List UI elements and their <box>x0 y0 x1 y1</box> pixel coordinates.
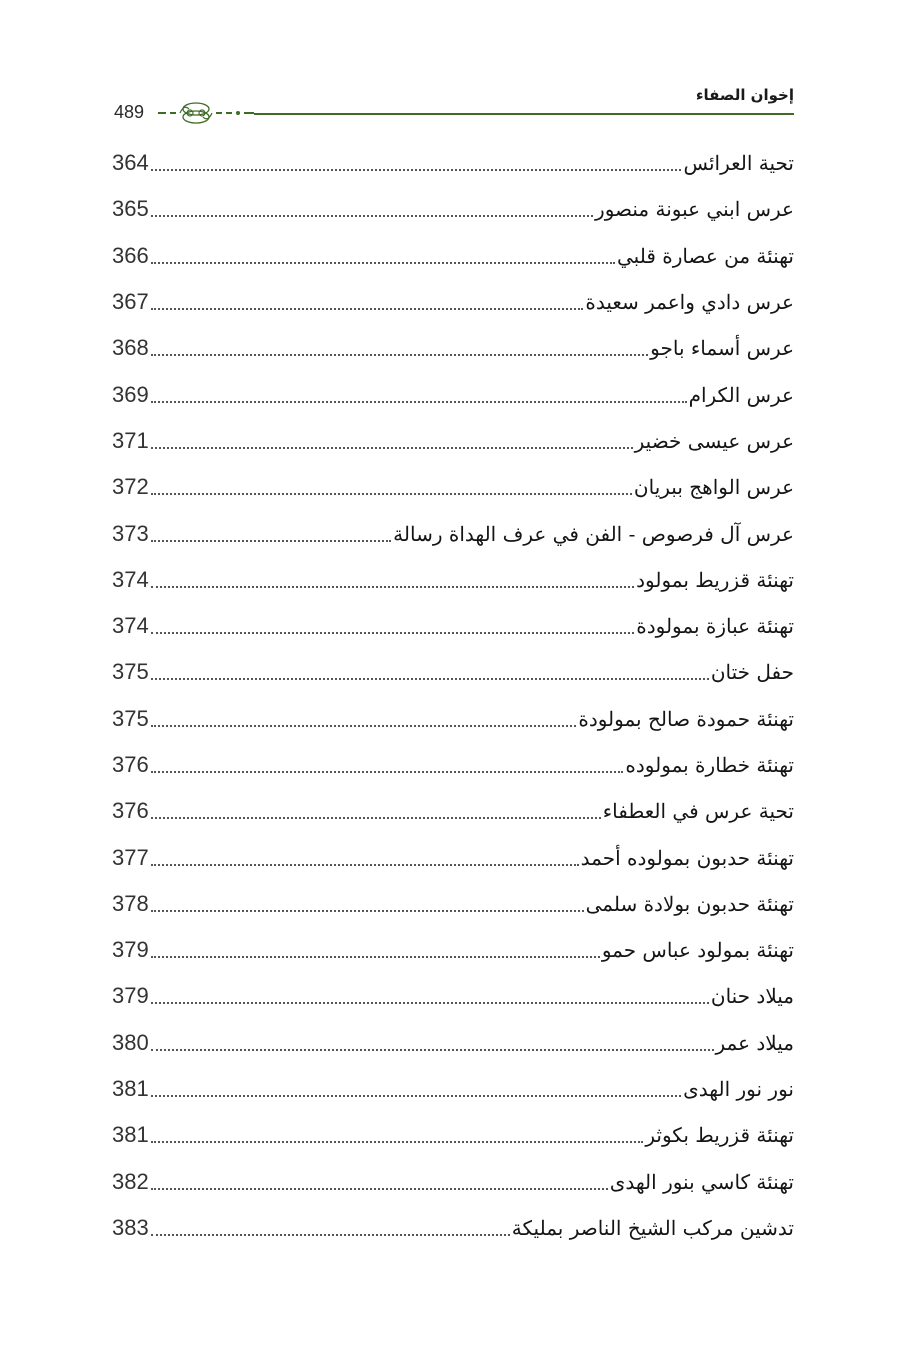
toc-page-number: 364 <box>112 150 149 176</box>
toc-title: تهنئة كاسي بنور الهدى <box>609 1169 794 1194</box>
toc-title: عرس آل فرصوص - الفن في عرف الهداة رسالة <box>393 521 794 546</box>
toc-entry <box>112 279 794 325</box>
dot-leader <box>151 771 624 773</box>
toc-page-number: 379 <box>112 983 149 1009</box>
dot-leader <box>151 1095 681 1097</box>
toc-title: تهنئة قزريط بمولود <box>636 567 794 592</box>
toc-entry <box>112 1112 794 1158</box>
toc-title: حفل ختان <box>710 660 794 685</box>
toc-title: ميلاد حنان <box>710 984 794 1009</box>
dot-leader <box>151 1049 714 1051</box>
toc-entry <box>112 186 794 232</box>
page-header <box>112 78 794 128</box>
ornament-icon <box>158 100 254 126</box>
dot-leader <box>151 956 600 958</box>
toc-page-number: 381 <box>112 1076 149 1102</box>
toc-page-number: 371 <box>112 427 149 453</box>
dot-leader <box>151 1234 510 1236</box>
toc-entry <box>112 140 794 186</box>
toc-page-number: 374 <box>112 613 149 639</box>
toc-title: تحية العرائس <box>683 151 794 176</box>
dot-leader <box>151 447 633 449</box>
toc-page-number: 376 <box>112 752 149 777</box>
dot-leader <box>151 1188 608 1190</box>
toc-title: عرس الواهج ببريان <box>633 475 794 500</box>
toc-title: تهنئة حدبون بولادة سلمى <box>585 891 794 916</box>
toc-page-number: 374 <box>112 566 149 592</box>
toc-title: تهنئة حدبون بمولوده أحمد <box>580 845 794 870</box>
toc-page-number: 383 <box>112 1214 149 1240</box>
toc-page-number: 366 <box>112 242 149 268</box>
header-rule <box>254 113 794 115</box>
toc-page-number: 373 <box>112 520 149 546</box>
toc-title: تحية عرس في العطفاء <box>602 799 794 824</box>
dot-leader <box>151 540 391 542</box>
toc-entry <box>112 418 794 464</box>
toc-page-number: 368 <box>112 335 149 361</box>
toc-entry <box>112 603 794 649</box>
dot-leader <box>151 401 687 403</box>
toc-title: نور نور الهدى <box>683 1077 794 1102</box>
toc-page-number: 375 <box>112 659 149 685</box>
toc-title: تهنئة عبازة بمولودة <box>636 614 794 639</box>
dot-leader <box>151 215 593 217</box>
toc-entry <box>112 927 794 973</box>
toc-page-number: 375 <box>112 705 149 731</box>
toc-page-number: 378 <box>112 890 149 916</box>
toc-entry <box>112 834 794 880</box>
toc-title: تهنئة بمولود عباس حمو <box>601 938 794 963</box>
toc-page-number: 382 <box>112 1168 149 1194</box>
toc-title: ميلاد عمر <box>715 1030 794 1055</box>
toc-page-number: 369 <box>112 381 149 407</box>
dot-leader <box>151 493 632 495</box>
running-head-title: إخوان الصفاء <box>695 86 794 104</box>
toc-title: تهنئة قزريط بكوثر <box>645 1123 794 1148</box>
dot-leader <box>151 1002 709 1004</box>
toc-title: تهنئة من عصارة قلبي <box>617 243 794 268</box>
toc-entry <box>112 325 794 371</box>
toc-page-number: 380 <box>112 1029 149 1055</box>
toc-page-number: 367 <box>112 289 149 315</box>
toc-page-number: 379 <box>112 937 149 963</box>
toc-title: عرس ابني عبونة منصور <box>595 197 794 222</box>
toc-page-number: 376 <box>112 798 149 824</box>
dot-leader <box>151 354 648 356</box>
toc-title: عرس أسماء باجو <box>650 336 794 361</box>
dot-leader <box>151 864 579 866</box>
dot-leader <box>151 169 682 171</box>
dot-leader <box>151 632 635 634</box>
dot-leader <box>151 586 634 588</box>
toc-page-number: 377 <box>112 844 149 870</box>
toc-entry <box>112 557 794 603</box>
dot-leader <box>151 308 584 310</box>
toc-title: عرس الكرام <box>688 382 794 407</box>
page-number: 489 <box>114 102 145 122</box>
toc-entry <box>112 649 794 695</box>
toc-entry <box>112 510 794 556</box>
toc-entry <box>112 742 794 788</box>
toc-page-number: 365 <box>112 196 149 222</box>
toc-entry <box>112 371 794 417</box>
toc-entry <box>112 233 794 279</box>
toc-entry <box>112 1159 794 1205</box>
toc-entry <box>112 881 794 927</box>
dot-leader <box>151 262 615 264</box>
toc-title: عرس دادي واعمر سعيدة <box>585 290 794 315</box>
toc-entry <box>112 696 794 742</box>
toc-entry <box>112 973 794 1019</box>
toc-entry <box>112 464 794 510</box>
toc-page-number: 381 <box>112 1122 149 1148</box>
table-of-contents <box>112 140 794 1251</box>
dot-leader <box>151 725 577 727</box>
dot-leader <box>151 817 601 819</box>
toc-entry <box>112 1020 794 1066</box>
toc-title: تهنئة حمودة صالح بمولودة <box>578 706 794 731</box>
toc-title: تدشين مركب الشيخ الناصر بمليكة <box>511 1215 794 1240</box>
dot-leader <box>151 1141 644 1143</box>
toc-entry <box>112 1205 794 1251</box>
toc-entry <box>112 788 794 834</box>
toc-title: عرس عيسى خضير <box>634 428 794 453</box>
toc-title: تهنئة خطارة بمولوده <box>625 753 794 777</box>
dot-leader <box>151 910 584 912</box>
dot-leader <box>151 678 709 680</box>
toc-entry <box>112 1066 794 1112</box>
toc-page-number: 372 <box>112 474 149 500</box>
